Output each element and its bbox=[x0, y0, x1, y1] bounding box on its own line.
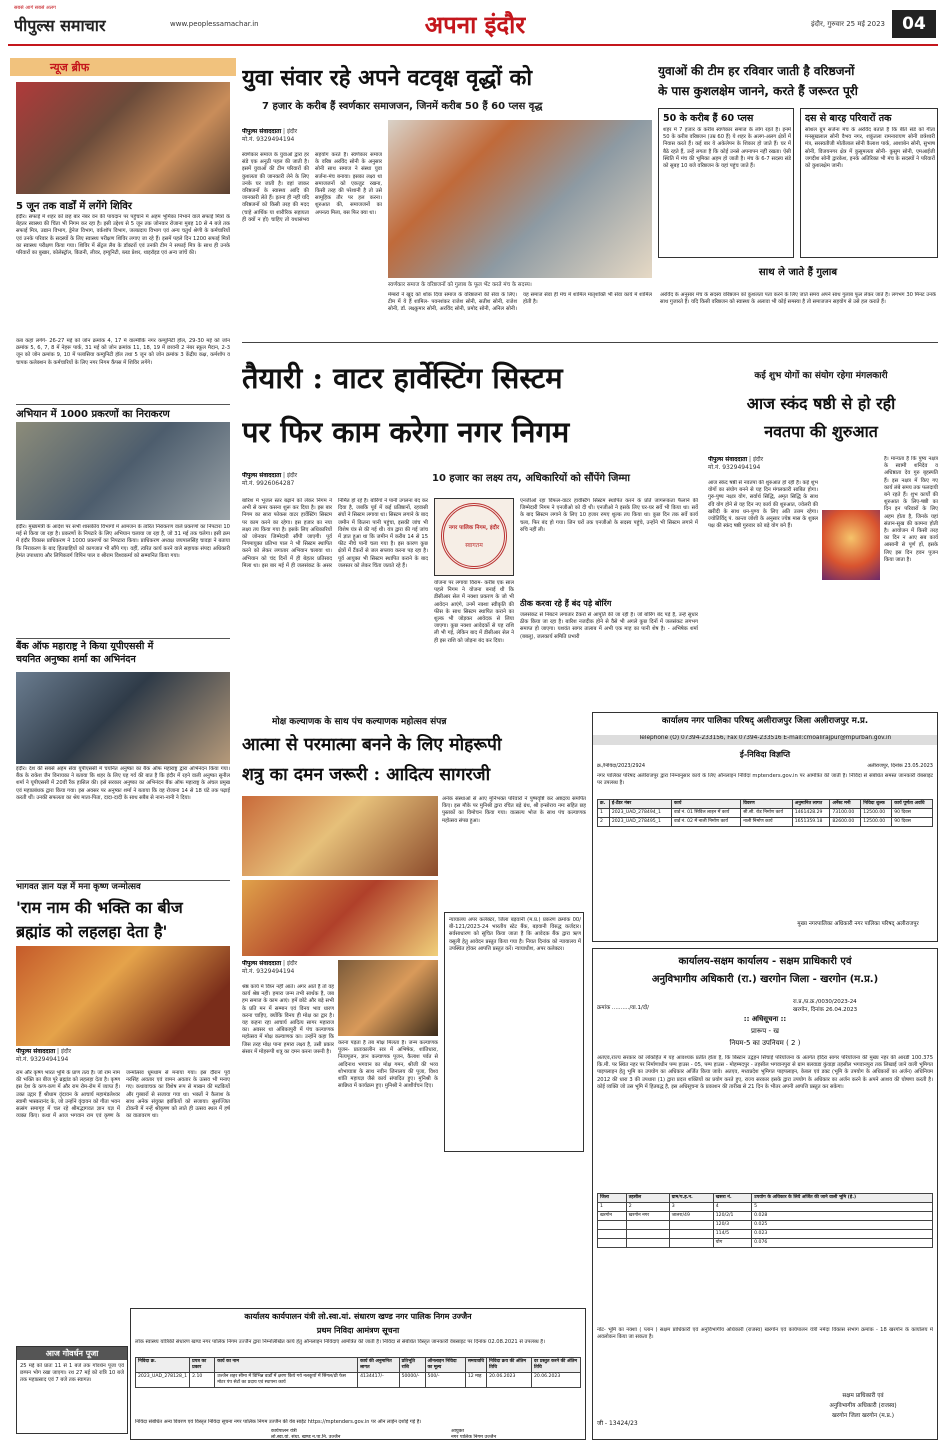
brief-headline-1: 5 जून तक वार्डों में लगेंगे शिविर bbox=[16, 201, 132, 212]
water-body-4: जलसंकट से निबटने लगातार टैंकरों से आपूर्ति की जा रही है। जो बोरिंग बंद पड़े हैं, उन्हें सुधार ठीक किया जा रहा है। बारिश नजदीक होने से वैसे भी अगले कुछ दिनों में जलसंकट लगभग समाप्त हो जाएगा। यशवंत सागर तालाब में अभी एक माह का पानी शेष है। - अभिषेक शर्मा (बबलू), जलकार्य समिति प्रभारी bbox=[520, 612, 698, 640]
govardhan-body: 25 मई को प्रातः 11 से 1 बजे तक गोवर्धन पूजा एवं छप्पन भोग रखा जाएगा। रथ 27 मई को रात्रि 10 बजे तक महाप्रसाद एवं 7 बजे तक स्वागत। bbox=[20, 1363, 124, 1384]
tender2-table-head bbox=[598, 1194, 933, 1203]
moksha-headline-2: शत्रु का दमन जरूरी : आदित्य सागरजी bbox=[242, 765, 491, 785]
table-cell bbox=[669, 1221, 713, 1230]
tender2-ref-2: रा.प्र./प्र.क्र./0030/2023-24 bbox=[793, 999, 857, 1005]
table-cell: 12500.00 bbox=[861, 809, 892, 818]
moksha-story bbox=[242, 712, 586, 1304]
table-header-cell: दर प्रस्तुत करने की अंतिम तिथि bbox=[531, 1358, 580, 1373]
plus60-box bbox=[658, 108, 794, 258]
skand-body-2: है। मान्यता है कि पुष्य नक्षत्र के स्वामी शनिदेव व अधिष्ठाता देव गुरु बृहस्पति हैं। इस नक्षत्र में किए गए कार्य लंबे समय तक फलदायी बने रहते हैं। शुभ कार्यों की शुरुआत के लिए-षष्ठी का दिन इन परिवारों के लिए अहम होता है, जिनके यहां संतान-सुख की कामना होती है। आयोजन में किसी तरह का दिन न आए सब कार्य आसानी से पूर्ण हों, इसके लिए इस दिन हवन पूजन किया जाता है। bbox=[884, 456, 938, 563]
youth-headline: युवा संवार रहे अपने वटवृक्ष वृद्धों को bbox=[242, 65, 533, 91]
masthead-rule bbox=[8, 44, 938, 46]
tender3-intro: लोक स्वास्थ्य यांत्रिकी संधारण खण्ड नगर पालिक निगम उज्जैन द्वारा निम्नलिखित कार्य हेतु ऑनलाइन निविदाएं आमंत्रित की जाती हैं। निविदा से संबंधित विस्तृत जानकारी वेबसाइट पर दिनांक 02.08.2021 से उपलब्ध है। bbox=[135, 1339, 546, 1345]
table-cell bbox=[598, 1239, 627, 1248]
table-cell: 2.10 bbox=[190, 1373, 215, 1388]
moksha-body-3: करना पड़ता है तब मोक्ष मिलता है। जन्म कल्याणक पूजन- प्रातःकालीन सत्र में अभिषेक, शांतिधारा, नित्यपूजन, ज्ञान कल्याणक पूजन, कैलाश पर्वत से आदिनाथ भगवान का मोक्ष गमन, श्रीजी की भव्य शोभायात्रा के साथ नवीन जिनालय की पूजा, विश्व शांति महायज्ञ जैसे कार्य संपादित हुए। मुनिश्री के सान्निध्य में कार्यक्रम हुए। मुनिश्री ने आशीर्वचन दिए। bbox=[338, 1040, 438, 1090]
table-cell: 0.025 bbox=[752, 1221, 933, 1230]
table-header-cell: कार्य पूर्णता अवधि bbox=[892, 800, 933, 809]
table-cell: 0.076 bbox=[752, 1239, 933, 1248]
tender3-office: कार्यालय कार्यपालन यंत्री लो.स्वा.यां. संधारण खण्ड नगर पालिक निगम उज्जैन bbox=[244, 1312, 472, 1321]
brief-body-1b: कब कहां लगेंगे- 26-27 मई को जोन क्रमांक 4, 17 में वाल्मीकि नगर कम्युनिटी हॉल, 29-30 मई को जोन क्रमांक 5, 6, 7, 8 में नेहरू पार्क, 31 मई को जोन क्रमांक 11, 18, 19 में छावनी 2 नंबर स्कूल मैदान, 2-3 जून को जोन क्रमांक 9, 10 में पलासिया कम्युनिटी हॉल तथा 5 जून को जोन क्रमांक 3 केंद्रीय कक्ष, कर्मशॉप व चापक कलेक्शन के कर्मचारियों के लिए नगर निगम कैंपस में शिविर लगेंगे। bbox=[16, 338, 230, 366]
water-body-3: एनजीओ रहा विफल-वाटर हार्वेस्टिंग सिस्टम स्थापित करने के प्रति जागरूकता फैलाने की जिम्मेदारी निगम ने एनजीओ को दी थी। एनजीओ ने इसके लिए घर-घर सर्वे भी किया था। सर्वे के बाद सिस्टम लगाने के लिए 10 हजार रुपए शुल्क तय किया था। कुछ दिन तक सर्वे कार्य चला, फिर बंद हो गया। जिन घरों तक एनजीओ के सदस्य पहुंचे, उन्होंने भी सिस्टम लगाने में रुचि नहीं ली। bbox=[520, 498, 698, 533]
tender3-table bbox=[135, 1357, 581, 1388]
families-body: सोशल ग्रुप सर्जना मंच के अरविंद बताते हैं कि बीते संडे को गीता मनसुखलाल सोनी वैभव नगर, शकुंतला रामनारायण सोनी छत्रेश्वरी मंत्र, सरस्वतीजी मोतीलाल सोनी कैलाश पार्क, आशाबेन सोनी, सुभाष सोनी, विजयनगर क्षेत्र में कुसुमलता सोनी- कुसुम सोनी, एमआईजी जगदीश सोनी द्वारकेश, इनके अतिरिक्त भी मंच के सदस्यों ने परिवारों को कुशलक्षेम जानी। bbox=[805, 127, 935, 170]
govardhan-heading: आज गोवर्धन पूजा bbox=[17, 1347, 127, 1360]
tender3-footer: निविदा संबंधित अन्य विवरण एवं विस्तृत निविदा सूचना नगर पालिक निगम उज्जैन की वेब साईट https://mptenders.gov.in पर ऑन लाईन दर्शाई गई है। bbox=[135, 1419, 422, 1425]
table-cell: 2023_UAD_278128_1 bbox=[136, 1373, 190, 1388]
table-cell: 3 bbox=[669, 1203, 713, 1212]
table-row bbox=[598, 1221, 933, 1230]
table-header-cell: कार्य bbox=[671, 800, 740, 809]
table-cell: 500/- bbox=[425, 1373, 465, 1388]
moksha-headline-1: आत्मा से परमात्मा बनने के लिए मोहरूपी bbox=[242, 735, 502, 755]
moksha-city: इंदौर bbox=[286, 960, 298, 967]
table-header-cell: ग्राम/प.ह.न. bbox=[669, 1194, 713, 1203]
rule-1 bbox=[242, 342, 938, 343]
tender2-table bbox=[597, 1193, 933, 1248]
tender2-office: कार्यालय-सक्षम कार्यालय - सक्षम प्राधिकारी एवं bbox=[678, 956, 852, 967]
table-cell: 1 bbox=[598, 1203, 627, 1212]
page-number: 04 bbox=[892, 10, 936, 38]
table-cell: 120/2/1 bbox=[713, 1212, 751, 1221]
tender2-rule: नियम-5 का उपनियम ( 2 ) bbox=[729, 1039, 801, 1047]
table-cell bbox=[598, 1221, 627, 1230]
rose-body: अरविंद के अनुसार मंच के सदस्य वरिष्ठजन को कुशलता पता करने के लिए जाते समय अपने साथ गुलाब फूल लेकर जाते हैं। लगभग 30 मिनट उनके साथ गुजारते हैं। यदि किसी वरिष्ठजन को स्वास्थ्य के अलावा भी कोई समस्या है तो समाजजन सहयोग से उसे हल कराते हैं। bbox=[660, 292, 936, 306]
table-cell: 12500.00 bbox=[861, 818, 892, 827]
skand-story bbox=[704, 348, 938, 708]
table-cell: नाली निर्माण कार्य bbox=[741, 818, 793, 827]
tender-ujjain bbox=[130, 1308, 586, 1440]
tender2-ref: क्रमांक ........../वा.1/दो/ bbox=[597, 1005, 650, 1011]
bhagwat-mobile: मो.नं. 9329494194 bbox=[16, 1056, 69, 1063]
table-cell: वार्ड नं. 02 में नाली निर्माण कार्य bbox=[671, 818, 740, 827]
ida-photo bbox=[16, 422, 230, 520]
table-cell: 50000/- bbox=[399, 1373, 425, 1388]
families-box bbox=[800, 108, 938, 258]
table-cell: 73100.00 bbox=[830, 809, 861, 818]
table-cell: 2 bbox=[598, 818, 610, 827]
table-cell bbox=[626, 1221, 669, 1230]
moksha-byline: पीपुल्स संवाददाता | इंदौर मो.नं. 9329494194 bbox=[242, 960, 298, 975]
water-body: बारिश में भूजल स्तर बढ़ाने को लेकर निगम ने अभी से कमर कसना शुरू कर दिया है। इस बार निगम का सारा फोकस वाटर हार्वेस्टिंग सिस्टम पर काम करने का रहेगा। इस हजार का नया लक्ष्य तय किया गया है। इसके लिए अधिकारियों को जोनवार जिम्मेदारी सौंपी जाएगी। पूर्व निगमायुक्त प्रतिभा पाल ने भी सिस्टम स्थापित करने को लेकर लगातार अभियान चलाया था। अभियान को चंद दिनों में ही बेहतर प्रतिसाद मिला था। इस बार मई में ही जलसंकट के असर निर्मित हो रहे हैं। बोरिंगों ने पानी उगलना बंद कर दिया है, जबकि पूर्व में कई प्रतिष्ठानों, रहवासी संघों ने सिस्टम लगाया था। सिस्टम लगाने के बाद जमीन में कितना पानी पहुंचा, इसकी जांच भी विशेष यंत्र से की गई थी। यंत्र द्वारा की गई जांच में ज्ञात हुआ था कि जमीन में करीब 14 से 15 फीट नीचे पानी चला गया है। इस कारण कुछ क्षेत्रों में टैंकरों से जल सप्लाय करना पड़ रहा है। पूर्व आयुक्त भी सिस्टम स्थापित कराने के बाद जलस्तर को लेकर चिंता जताते रहे हैं। bbox=[242, 498, 428, 569]
table-header-cell: निविदा क्र. bbox=[136, 1358, 190, 1373]
skand-mobile: मो.नं. 9329494194 bbox=[708, 464, 761, 471]
tender1-phone: Telephone (O) 07394-233156, Fax 07394-233516 E-mail:cmoalirajpur@mpurban.gov.in bbox=[593, 735, 937, 745]
table-header-cell: निविदा शुल्क bbox=[861, 800, 892, 809]
paper-tagline: सबसे आगे सबसे अलग bbox=[14, 5, 56, 11]
table-header-cell: तहसील bbox=[626, 1194, 669, 1203]
plus60-body: शहर में 7 हजार के करीब स्वर्णकार समाज के लोग रहते हैं। इनमें 50 के करीब वरिष्ठजन (उम्र 60 हैं) ये शहर के अलग-अलग क्षेत्रों में निवास करते हैं। कई बार ये अकेलेपन के शिकार हो जाते हैं। घर में बैठे रहते हैं, उन्हें लगता है कि कोई उनसे अपनापन नहीं रखता। ऐसी स्थिति में मंच की भूमिका अहम हो जाती है। मंच के 6-7 सदस्य संडे को सुबह 10 बजे वरिष्ठजन के यहां पहुंच जाते हैं। bbox=[663, 127, 791, 170]
moksha-mobile: मो.नं. 9329494194 bbox=[242, 968, 295, 975]
table-cell bbox=[598, 1230, 627, 1239]
table-header-cell: समयावधि bbox=[465, 1358, 486, 1373]
tender2-job-number: जी - 13424/23 bbox=[597, 1420, 638, 1427]
bhagwat-photo bbox=[16, 946, 230, 1046]
paper-logo: पीपुल्स समाचार bbox=[14, 16, 106, 35]
moksha-kicker: मोक्ष कल्याणक के साथ पंच कल्याणक महोत्सव संपन्न bbox=[272, 717, 447, 727]
tender3-signature-1b: लो.स्वा.यां. संधा. खण्ड न.पा.नि. उज्जैन bbox=[271, 1435, 341, 1440]
tender2-signature-1: सक्षम प्राधिकारी एवं bbox=[842, 1393, 884, 1399]
youth-kicker-line-2: के पास कुशलक्षेम जानने, करते हैं जरूरत पूरी bbox=[658, 84, 858, 98]
tender-khargone bbox=[592, 948, 938, 1440]
table-cell: 82600.00 bbox=[830, 818, 861, 827]
youth-photo bbox=[388, 120, 652, 278]
brief-body-3: इंदौर। देश की सबसे अहम सेवा यूपीएससी में चयनित अनुष्का का बैंक ऑफ महाराष्ट्र द्वारा अभिनंदन किया गया। बैंक के राकेश जैन विनायका ने बताया कि शहर के लिए यह गर्व की बात है कि इंदौर में रहने वाली अनुष्का सुनील शर्मा ने यूपीएससी में 20वीं रैंक हासिल की। इसे सरकार अनुष्का का अभिनंदन बैंक ऑफ महाराष्ट्र के अंचल प्रमुख एवं महाप्रबंधक द्वारा किया गया। इस अवसर पर अनुष्का शर्मा ने बताया कि वह रोजाना 14 से 18 घंटे तक पढ़ाई करती थीं। उनकी सफलता का श्रेय माता-पिता, दादा-दादी के साथ सबैब से नाना-नानी ने दिया। bbox=[16, 766, 230, 801]
table-cell: 5 bbox=[752, 1203, 933, 1212]
table-cell: 20.06.2023 bbox=[487, 1373, 532, 1388]
tender1-title: ई-निविदा विज्ञप्ति bbox=[739, 750, 791, 759]
nagar-nigam-stamp bbox=[434, 498, 514, 576]
youth-subhead: 7 हजार के करीब हैं स्वर्णकार समाजजन, जिनमें करीब 50 हैं 60 प्लस वृद्ध bbox=[262, 101, 543, 112]
table-cell bbox=[626, 1239, 669, 1248]
water-byline: पीपुल्स संवाददाता | इंदौर मो.नं. 9926064287 bbox=[242, 472, 298, 487]
table-row bbox=[598, 1230, 933, 1239]
youth-story bbox=[242, 58, 652, 338]
tender2-signature-3: खरगोन जिला खरगोन (म.प्र.) bbox=[832, 1413, 894, 1419]
skand-bureau: पीपुल्स संवाददाता bbox=[708, 456, 748, 463]
paper-url[interactable]: www.peoplessamachar.in bbox=[170, 20, 259, 28]
table-header-cell: अर्नेस्ट मनी bbox=[830, 800, 861, 809]
rose-box bbox=[658, 262, 938, 340]
moksha-photo-1 bbox=[242, 796, 438, 876]
water-story bbox=[242, 348, 698, 708]
moksha-photo-3 bbox=[338, 960, 438, 1036]
youth-byline: पीपुल्स संवाददाता | इंदौर मो.नं. 9329494194 bbox=[242, 128, 298, 143]
section-title: अपना इंदौर bbox=[424, 10, 526, 39]
table-cell: 20.06.2023 bbox=[531, 1373, 580, 1388]
water-headline-1: तैयारी : वाटर हार्वेस्टिंग सिस्टम bbox=[242, 361, 563, 395]
tender2-table-body bbox=[598, 1212, 933, 1248]
water-city: इंदौर bbox=[286, 472, 298, 479]
brief-headline-2: अभियान में 1000 प्रकरणों का निराकरण bbox=[16, 404, 230, 418]
skand-city: इंदौर bbox=[752, 456, 764, 463]
families-heading: दस से बारह परिवारों तक bbox=[805, 113, 892, 124]
brief-headline-3b: चयनित अनुष्का शर्मा का अभिनंदन bbox=[16, 654, 136, 665]
table-row bbox=[598, 809, 933, 818]
moksha-photo-2 bbox=[242, 880, 438, 956]
youth-body-2: मेम्बरों ने खुद को शोक दिया समाज के वरिष्ठजनों की सेवा के लिए। टीम में ये हैं शामिल- पवनशंकर राजेश सोनी, सतीश सोनी, राजेश सोनी, डॉ. लक्ष्कुमार सोनी, अरविंद सोनी, प्रमोद सोनी, अनिल सोनी। यह समाज सेवा ही मंच में शामिल मातृशक्ति भी सेवा कार्य में शामिल होती है। bbox=[388, 292, 652, 313]
table-cell: खरगोन नगर bbox=[626, 1212, 669, 1221]
court-notice-body: न्यायालय अपर कलेक्टर, जिला बड़वानी (म.प्र.) प्रकरण क्रमांक 00/बी-121/2023-24 भारतीय स्टेट बैंक, बड़वानी विरुद्ध कर्जदार। सर्वसाधारण को सूचित किया जाता है कि आवेदक बैंक द्वारा ऋण वसूली हेतु आवेदन प्रस्तुत किया गया है। नियत दिनांक को न्यायालय में उपस्थित होकर आपत्ति प्रस्तुत करें। न्यायाधीश, अपर कलेक्टर। bbox=[449, 917, 581, 952]
bhagwat-city: इंदौर bbox=[60, 1048, 72, 1055]
table-cell: 0.023 bbox=[752, 1230, 933, 1239]
table-header-cell: प्रपत्र का प्रकार bbox=[190, 1358, 215, 1373]
youth-kicker-line-1: युवाओं की टीम हर रविवार जाती है वरिष्ठजनों bbox=[658, 64, 855, 78]
tender1-ref: क्र./निविदा/2023/2924 bbox=[597, 763, 646, 769]
water-subhead-2: ठीक करवा रहे हैं बंद पड़े बोरिंग bbox=[520, 599, 612, 608]
tender2-table-numbers bbox=[598, 1203, 933, 1212]
table-cell: 1461428.29 bbox=[792, 809, 830, 818]
table-header-cell: अनुमानित लागत bbox=[792, 800, 830, 809]
youth-kicker bbox=[658, 60, 938, 102]
table-cell: 120/3 bbox=[713, 1221, 751, 1230]
stamp-text-1: नगर पालिक निगम, इंदौर bbox=[448, 525, 500, 531]
tender1-date: अलीराजपुर, दिनांक 23.05.2023 bbox=[867, 763, 933, 769]
tender3-title: प्रथम निविदा आमंत्रण सूचना bbox=[316, 1326, 400, 1335]
table-header-cell: विवरण bbox=[741, 800, 793, 809]
table-cell: जालरा/49 bbox=[669, 1212, 713, 1221]
skand-kicker: कई शुभ योगों का संयोग रहेगा मंगलकारी bbox=[754, 371, 888, 381]
table-header-cell: निविदा क्रय की अंतिम तिथि bbox=[487, 1358, 532, 1373]
bhagwat-body: राम और कृष्ण भारत भूमि के प्राण तत्व हैं। जो राम नाम की भक्ति का बीज पूरे ब्रह्मांड को लहलहा देता है। कृष्ण इस देश के कण-कण में और राम रोम-रोम में व्याप्त हैं। उक्त उद्गार हैं श्रीधाम वृंदावन के आचार्य महामंडलेश्वर स्वामी भास्करानंद के, जो उन्होंने वृंदावन को गीता भवन सत्संग समागृह में चल रहे श्रीमद्भागवत ज्ञान यज्ञ में व्यक्त किए। कथा में आज भगवान राम एवं कृष्ण के जन्मोत्सव धूमधाम से मनाया गया। इस दौरान पूर्व नरसिंह अवतार एवं वामन अवतार के उत्सव भी मनाए गए। कथावाचक का विशेष रूप से माखन की मटकियों और गुब्बारों से सजाया गया था। भक्तों ने कैलाश के साथ अनेक संयुक्त झांकियों को सजाया। सुसज्जित टोकनी में नन्हें श्रीकृष्ण को लाते ही उत्सव स्थल में हर्ष का वातावरण था। bbox=[16, 1070, 230, 1120]
water-headline-2: पर फिर काम करेगा नगर निगम bbox=[242, 415, 570, 449]
tender3-signature-2: आयुक्त bbox=[451, 1429, 464, 1434]
table-header-cell: क्र. bbox=[598, 800, 610, 809]
bhagwat-story bbox=[10, 880, 236, 1350]
water-subhead: 10 हजार का लक्ष्य तय, अधिकारियों को सौंपेंगे जिम्मा bbox=[432, 473, 630, 484]
table-cell: योग bbox=[713, 1239, 751, 1248]
masthead bbox=[0, 0, 945, 56]
youth-bureau: पीपुल्स संवाददाता bbox=[242, 128, 282, 135]
tender1-table-head bbox=[598, 800, 933, 809]
health-camp-photo bbox=[16, 82, 230, 194]
tender3-signature-1: कार्यपालन यंत्री bbox=[271, 1429, 297, 1434]
table-cell: सी.सी. रोड निर्माण कार्य bbox=[741, 809, 793, 818]
court-notice bbox=[444, 912, 584, 1152]
table-header-cell: कार्य की अनुमानित लागत bbox=[358, 1358, 400, 1373]
moksha-body-1: अनेक संस्थाओं से आए मुनिभक्त परिवारों ने पुष्पवृष्टि कर अष्टद्रव्य समर्पित किए। इस मौके पर मुनिश्री द्वारा रचित बड़े ग्रंथ, श्री इन्सोराय नमः सहित छह पुस्तकों का विमोचन किया गया। वात्सल्य भोज के साथ पंच कल्याणक महोत्सव संपन्न हुआ। bbox=[442, 796, 586, 824]
tender1-office: कार्यालय नगर पालिका परिषद् अलीराजपुर जिला अलीराजपुर म.प्र. bbox=[661, 716, 869, 726]
water-bureau: पीपुल्स संवाददाता bbox=[242, 472, 282, 479]
tender3-table-row bbox=[136, 1373, 581, 1388]
tender1-intro: नगर पालिका परिषद अलीराजपुर द्वारा निम्नानुसार कार्य के लिए ऑनलाइन निविदा mptenders.gov.in पर आमंत्रित की जाती है। निविदा से संबंधित समस्त जानकारी वेबसाइट पर उपलब्ध है। bbox=[597, 773, 933, 787]
table-cell: 2 bbox=[626, 1203, 669, 1212]
table-row bbox=[598, 1239, 933, 1248]
table-header-cell: ऑनलाइन निविदा का मूल्य bbox=[425, 1358, 465, 1373]
bhagwat-headline-2: ब्रह्मांड को लहलहा देता है' bbox=[16, 922, 168, 941]
table-cell: उज्जैन शहर सीमा में विभिन्न वार्डों में क्षरण किये गये नलकूपों में सिंगल/थ्री फेस मोटर पंप सेटों का प्रदाय एवं स्थापना कार्य bbox=[215, 1373, 358, 1388]
table-cell: खरगोन bbox=[598, 1212, 627, 1221]
table-cell bbox=[669, 1239, 713, 1248]
table-cell: 90 दिवस bbox=[892, 818, 933, 827]
table-cell bbox=[626, 1230, 669, 1239]
skand-body: आज स्कंद षष्ठी से नवतपा की शुरुआत हो रही है। कई शुभ योगों का संयोग बनने से यह दिन मंगलकारी साबित होगा। गुरु-पुष्य नक्षत्र योग, सर्वार्थ सिद्धि, अमृत सिद्धि के साथ रवि योग होने से यह दिन नए कार्य की शुरुआत, ज्वेलरी की खरीदी के साथ धन-पुण्य के लिए अति उत्तम रहेगा। ज्योतिर्विद् पं. कान्ता जोशी के अनुसार ज्येष्ठ मास के शुक्ल पक्ष की स्कंद षष्ठी गुरुवार को बड़े योग बने हैं। bbox=[708, 480, 818, 530]
table-cell: 0.028 bbox=[752, 1212, 933, 1221]
table-cell bbox=[669, 1230, 713, 1239]
tender1-table bbox=[597, 799, 933, 827]
rose-heading: साथ ले जाते हैं गुलाब bbox=[758, 267, 838, 278]
table-row bbox=[598, 1212, 933, 1221]
tender2-form: प्रारूप - ख bbox=[751, 1027, 779, 1035]
skand-headline-2: नवतपा की शुरुआत bbox=[764, 422, 878, 441]
bhagwat-headline-1: 'राम नाम की भक्ति का बीज bbox=[16, 898, 183, 917]
table-cell: 90 दिवस bbox=[892, 809, 933, 818]
tender1-footer: मुख्य नगरपालिका अधिकारी नगर पालिका परिषद् अलीराजपुर bbox=[797, 921, 919, 927]
tender3-table-head bbox=[136, 1358, 581, 1373]
table-cell: 114/5 bbox=[713, 1230, 751, 1239]
table-cell: 1 bbox=[598, 809, 610, 818]
tender3-signature-2b: नगर पालिक निगम उज्जैन bbox=[451, 1435, 497, 1440]
youth-body: स्वर्णकार समाज के युवाओं द्वारा हर संडे एक अनूठी पहल की जाती है। इसमें युवाओं की टीम परिवारों की कुशलता की जानकारी लेने के लिए उनके घर जाती है। वहां जाकर वरिष्ठजनों के स्वास्थ्य आदि की जानकारी लेते हैं। इतना ही नहीं यदि वरिष्ठजनों को किसी तरह की मदद (चाहे आर्थिक या शारीरिक सहायता ही क्यों न हो) चाहिए तो यथासंभव सहयोग करते हैं। स्वर्णकार समाज के वरिष्ठ अरविंद सोनी के अनुसार सोनी साथ समाज ने संस्था युवा सर्जना-मंच बनाया। इसका लक्ष्य था समाजजनों को एकजुट रखना, किसी तरह की परेशानी है तो उसे सामूहिक तौर पर हल करना। शुरुआत की, समाजजनों का अपनत्व मिला, बस फिर क्या था। bbox=[242, 152, 382, 223]
bhagwat-bureau: पीपुल्स संवाददाता bbox=[16, 1048, 56, 1055]
tender2-heading: :: अधिसूचना :: bbox=[743, 1015, 787, 1023]
water-mobile: मो.नं. 9926064287 bbox=[242, 480, 295, 487]
table-cell: 4134417/- bbox=[358, 1373, 400, 1388]
tender2-date: खरगोन, दिनांक 26.04.2023 bbox=[793, 1007, 858, 1013]
table-cell: 2023_UAD_278494_1 bbox=[609, 809, 671, 818]
bhagwat-byline: पीपुल्स संवाददाता | इंदौर मो.नं. 9329494194 bbox=[16, 1048, 72, 1063]
stamp-text-2: स्वागतम bbox=[465, 542, 483, 549]
tender2-office-2: अनुविभागीय अधिकारी (रा.) खरगोन जिला - खरगोन (म.प्र.) bbox=[651, 974, 879, 985]
table-header-cell: कार्य का नाम bbox=[215, 1358, 358, 1373]
table-header-cell: प्रतिभूति राशि bbox=[399, 1358, 425, 1373]
page-date: इंदौर, गुरुवार 25 मई 2023 bbox=[811, 20, 885, 28]
tender2-body: अतएव,राज्य सरकार को लोकहित में यह आवश्यक प्रतीत होता है, कि बिस्टान उद्वहन सिंचाई परियोजना के अंतर्गत इंदिरा सागर परियोजना की मुख्य नहर की आरडी 100.375 कि.मी. पर स्थित नहर पर निर्माणाधीन पम्प हाउस - 05, पम्प हाउस - मोहम्मदपुर - तहसील भगवानपुरा से ग्राम बलवाडा कुंवाड़ा तहसील भगवानपुरा तक लिखाई जाने वाली भूमिगत पाइपलाइन हेतु भूमि का उपयोग का अधिकार अर्जित किया जावे। अतएव, मध्यप्रदेश भूमिगत पाइपलाइन, केबल एवं डक्ट (भूमि के उपयोग के अधिकारों का अर्जन) अधिनियम 2012 की धारा 3 की उपधारा (1) द्वारा प्रदत्त शक्तियों का प्रयोग करते हुए, राज्य सरकार इसके द्वारा उपयोग के अधिकार का अर्जन करने के अपने आशय की घोषणा करती है। कोई व्यक्ति जो उस भूमि में हितबद्ध है, इस अधिसूचना के प्रकाशन की तारीख से 21 दिन के भीतर अपनी आपत्ति प्रस्तुत कर सकेगा। bbox=[597, 1055, 933, 1090]
table-cell: 12 माह bbox=[465, 1373, 486, 1388]
table-cell: वार्ड नं. 01 सिविल लाइन में कार्य bbox=[671, 809, 740, 818]
youth-photo-caption: स्वर्णकार समाज के वरिष्ठजनों को गुलाब के फूल भेंट करते मंच के सदस्य। bbox=[388, 282, 532, 288]
table-cell: 4 bbox=[713, 1203, 751, 1212]
brief-body-2: इंदौर। मुख्यमंत्री के आदेश पर सभी शासकीय विभागों में आमजन के त्वरित निराकरण वाले प्रकरणों का निपटारा 10 मई से किया जा रहा है। प्रकरणों के निपटारे के लिए अभियान चलाया जा रहा है, जो 31 मई तक चलेगा। इसी क्रम में इंदौर विकास प्राधिकरण ने 1000 प्रकरणों का निपटारा किया। प्राधिकरण अध्यक्ष जयपालसिंह चावड़ा ने बताया कि निराकरण के बाद हितग्राहियों को कागजात भी सौंपे गए। वहीं, त्वरित कार्य करने वाले सहायक संपदा अधिकारी हेमंत उपाध्याय और लिपिकवर्ग विपिन पाल व श्रीराम विश्वकर्मा को सम्मानित किया गया। bbox=[16, 524, 230, 559]
table-header-cell: ई-टेंडर नंबर bbox=[609, 800, 671, 809]
youth-city: इंदौर bbox=[286, 128, 298, 135]
govardhan-box bbox=[16, 1346, 128, 1434]
table-row bbox=[598, 818, 933, 827]
tender2-signature-2: अनुविभागीय अधिकारी (राजस्व) bbox=[829, 1403, 897, 1409]
skand-headline-1: आज स्कंद षष्ठी से हो रही bbox=[746, 394, 896, 413]
table-header-cell: उपयोग के अधिकार के लिये अर्जित की जाने वाली भूमि (हे.) bbox=[752, 1194, 933, 1203]
moksha-body-2: श्रेष्ठ कार्य में विघ्न नहीं आते। अगर आते हैं तो वह कार्य श्रेष्ठ नहीं। हमारा जन्म तभी सार्थक है, जब हम समाज के काम आएं। हमें छोटे और बड़े सभी के प्रति मन में सम्मान एवं विनय भाव धारण करना चाहिए, क्योंकि विनय ही मोक्ष का द्वार है। यह कहना रहा आचार्य आदित्य सागर महाराज का। अवसर था अंबिकापुरी में पंच कल्याणक महोत्सव में मोक्ष कल्याणक का। उन्होंने कहा कि जिस तरह मोक्ष पाना हमारा लक्ष्य है, उसी प्रकार संसार में मोहरूपी शत्रु का दमन करना जरूरी है। bbox=[242, 984, 334, 1055]
tender-alirajpur bbox=[592, 712, 938, 942]
table-header-cell: खसरा नं. bbox=[713, 1194, 751, 1203]
tender2-note: नोट- भूमि का नक्शा ( प्लान ) सक्षम प्राधिकारी एवं अनुविभागीय अधिकारी (राजस्व) खरगोन एवं कार्यपालन यंत्री नर्मदा विकास संभाग क्रमांक - 18 खरगोन के कार्यालय में अवलोकन किया जा सकता है। bbox=[597, 1327, 933, 1341]
moksha-bureau: पीपुल्स संवाददाता bbox=[242, 960, 282, 967]
brief-headline-3a: बैंक ऑफ महाराष्ट्र ने किया यूपीएससी में bbox=[16, 638, 230, 651]
skand-deity-image bbox=[822, 510, 880, 580]
water-body-2: योजना पर लगाया विराम- करीब एक साल पहले निगम ने योजना बनाई थी कि डीसीआर सेल में नक्शा प्रकरण के जो भी आवेदन आएंगे, उनमें नक्शा स्वीकृति की फीस के साथ सिस्टम स्थापित कराने का शुल्क भी जोड़कर आवेदक से लिया जाएगा। कुछ नक्शा आवेदकों से यह राशि ली भी गई, लेकिन बाद में डीसीआर सेल ने ही इस राशि को जोड़ना बंद कर दिया। bbox=[434, 580, 514, 644]
brief-body-1: इंदौर। सफाई में शहर को छह बार नंबर वन की पायदान पर पहुंचाने में अहम भूमिका निभाने वाले सफाई मित्रों के बेहतर स्वास्थ्य की चिंता भी निगम कर रहा है। इसी उद्देश्य से 5 जून तक जोनवार रोजाना मुबह 10 से 4 बजे तक सफाई मित्र, उद्यान विभाग, ड्रेनेज विभाग, वर्कशॉप विभाग, जलप्रदाय विभाग एवं अन्य चतुर्थ श्रेणी के कर्मचारियों एवं उनके परिवार के सदस्यों के लिए स्वास्थ्य परीक्षण शिविर लगाए जा रहे हैं। इसमें पहले दिन 1200 सफाई मित्रों का स्वास्थ्य परीक्षण किया गया। शिविर में सेंट्रल लैब के डॉक्टरों एवं उनकी टीम ने सफाई मित्र के साथ ही उनके परिवारों का बुखार, कोलेस्ट्रॉल, किडनी, लीवर, इम्युनिटी, ब्लड प्रेशर, थाइरॉइड एवं अन्य जांचें की। bbox=[16, 214, 230, 257]
plus60-heading: 50 के करीब हैं 60 प्लस bbox=[663, 113, 754, 124]
upsc-photo bbox=[16, 672, 230, 764]
table-header-cell: जिला bbox=[598, 1194, 627, 1203]
tender1-table-body bbox=[598, 809, 933, 827]
table-cell: 2023_UAD_278495_1 bbox=[609, 818, 671, 827]
youth-mobile: मो.नं. 9329494194 bbox=[242, 136, 295, 143]
skand-byline: पीपुल्स संवाददाता | इंदौर मो.नं. 9329494194 bbox=[708, 456, 764, 471]
bhagwat-kicker: भागवत ज्ञान यज्ञ में मना कृष्ण जन्मोत्सव bbox=[16, 880, 230, 892]
news-brief-label: न्यूज ब्रीफ bbox=[10, 58, 236, 76]
table-cell: 1651359.18 bbox=[792, 818, 830, 827]
